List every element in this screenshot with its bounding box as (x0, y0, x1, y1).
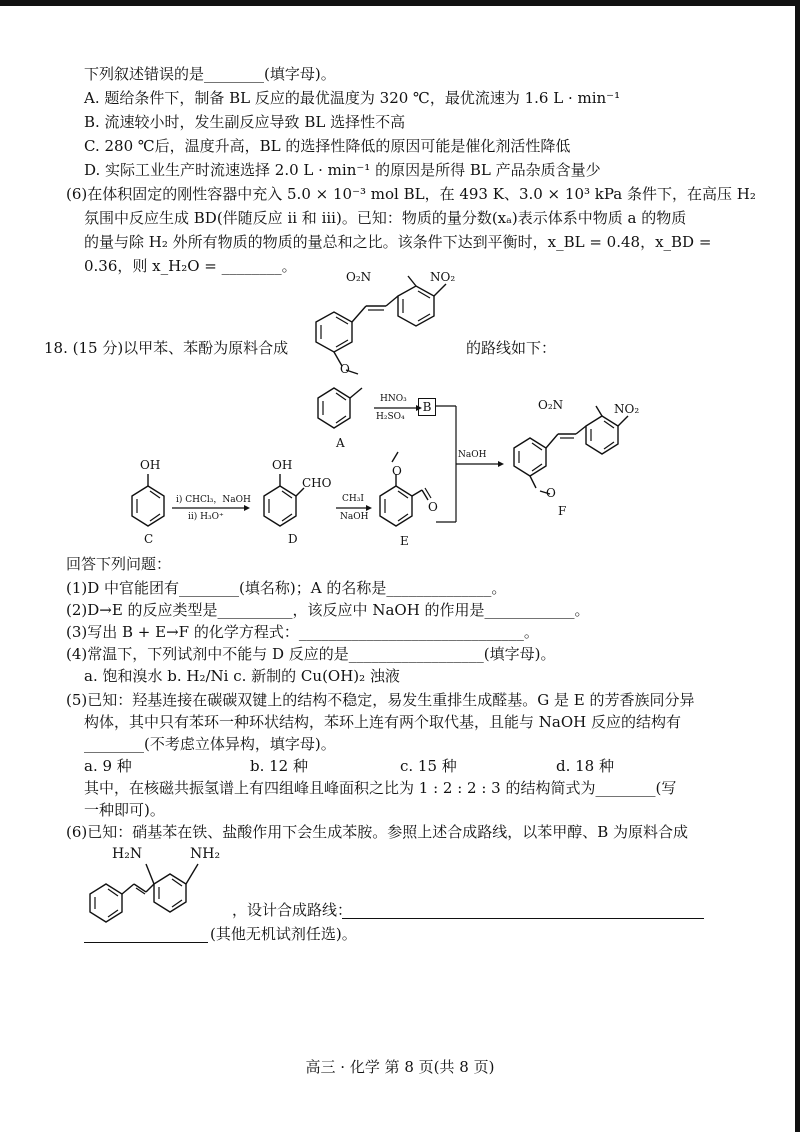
q17-option-d: D. 实际工业生产时流速选择 2.0 L · min⁻¹ 的原因是所得 BL 产品杂质含量少 (84, 161, 601, 179)
q18-part5-line4: 其中，在核磁共振氢谱上有四组峰且峰面积之比为 1 : 2 : 2 : 3 的结构简式为________(写 (84, 779, 677, 797)
reagent-ab-bottom: H₂SO₄ (376, 412, 405, 422)
arrow-c-to-d (172, 504, 250, 512)
q17-part6-line1: (6)在体积固定的刚性容器中充入 5.0 × 10⁻³ mol BL，在 493 K、3.0 × 10³ kPa 条件下，在高压 H₂ (66, 185, 756, 203)
label-f: F (558, 504, 567, 518)
q18-part1: (1)D 中官能团有________(填名称)；A 的名称是______________。 (66, 579, 507, 597)
q18-part4-options: a. 饱和溴水 b. H₂/Ni c. 新制的 Cu(OH)₂ 浊液 (84, 667, 400, 685)
page-right-border (795, 0, 800, 1132)
compound-d-salicylaldehyde (254, 456, 334, 540)
q17-option-a: A. 题给条件下，制备 BL 反应的最优温度为 320 ℃，最优流速为 1.6 L · min⁻¹ (84, 89, 621, 107)
q17-part6-line3: 的量与除 H₂ 外所有物质的物质的量总和之比。该条件下达到平衡时，x_BL = 0.48，x_BD = (84, 233, 712, 251)
reagent-cd-top: i) CHCl₃，NaOH (176, 495, 251, 505)
q18-part5-line2: 构体，其中只有苯环一种环状结构，苯环上连有两个取代基，且能与 NaOH 反应的结构有 (84, 713, 681, 731)
part6-answer-blank-1 (342, 902, 704, 919)
compound-e-structure (370, 448, 450, 542)
e-o-label: O (392, 464, 402, 478)
q18-part5-option-d: d. 18 种 (556, 757, 614, 775)
q18-part6-line3: (其他无机试剂任选)。 (210, 925, 357, 943)
part6-nh2-left-label: H₂N (112, 846, 143, 862)
f-no2-left-label: O₂N (538, 398, 564, 412)
q18-part4: (4)常温下，下列试剂中不能与 D 反应的是__________________(填字母)。 (66, 645, 556, 663)
reagent-be-f: NaOH (458, 450, 487, 460)
f-methoxy-o-label: O (546, 486, 556, 500)
d-oh-label: OH (272, 458, 293, 472)
part6-nh2-right-label: NH₂ (190, 846, 221, 862)
reagent-de-bottom: NaOH (340, 512, 369, 522)
d-cho-label: CHO (302, 476, 332, 490)
part6-answer-blank-2 (84, 926, 208, 943)
label-d: D (288, 532, 298, 546)
q18-part6-line2: ，设计合成路线： (232, 901, 353, 919)
target-methoxy-o-label: O (340, 362, 350, 376)
arrow-a-to-b (374, 404, 422, 412)
q18-part5-option-a: a. 9 种 (84, 757, 132, 775)
q18-intro-start: 18. (15 分)以甲苯、苯酚为原料合成 (44, 339, 289, 357)
q17-option-c: C. 280 ℃后，温度升高，BL 的选择性降低的原因可能是催化剂活性降低 (84, 137, 571, 155)
box-b: B (418, 398, 436, 416)
c-oh-label: OH (140, 458, 161, 472)
q18-intro-end: 的路线如下： (466, 339, 557, 357)
arrow-d-to-e (336, 504, 372, 512)
q18-answer-intro: 回答下列问题： (66, 555, 172, 573)
target-no2-right-label: NO₂ (430, 270, 456, 284)
page-top-border (0, 0, 800, 6)
compound-f-structure (504, 398, 664, 512)
e-carbonyl-o-label: O (428, 500, 438, 514)
q18-part5-line3: ________(不考虑立体异构，填字母)。 (84, 735, 336, 753)
q17-stem: 下列叙述错误的是________(填字母)。 (84, 65, 336, 83)
q18-part5-option-b: b. 12 种 (250, 757, 308, 775)
compound-a-toluene (306, 376, 366, 440)
label-a: A (336, 436, 345, 450)
q17-option-b: B. 流速较小时，发生副反应导致 BL 选择性不高 (84, 113, 406, 131)
q18-part5-option-c: c. 15 种 (400, 757, 457, 775)
reagent-cd-bottom: ii) H₃O⁺ (188, 512, 224, 522)
q18-part2: (2)D→E 的反应类型是__________，该反应中 NaOH 的作用是____________。 (66, 601, 590, 619)
reagent-ab-top: HNO₃ (380, 394, 407, 404)
reagent-de-top: CH₃I (342, 494, 364, 504)
f-no2-right-label: NO₂ (614, 402, 640, 416)
label-e: E (400, 534, 409, 548)
q18-part6-line1: (6)已知：硝基苯在铁、盐酸作用下会生成苯胺。参照上述合成路线，以苯甲醇、B 为原料合成 (66, 823, 689, 841)
q17-part6-line2: 氛围中反应生成 BD(伴随反应 ii 和 iii)。已知：物质的量分数(xₐ)表示体系中物质 a 的物质 (84, 209, 687, 227)
q18-part5-line1: (5)已知：羟基连接在碳碳双键上的结构不稳定，易发生重排生成醛基。G 是 E 的芳香族同分异 (66, 691, 695, 709)
q18-part5-line5: 一种即可)。 (84, 801, 165, 819)
label-c: C (144, 532, 154, 546)
page-footer: 高三 · 化学 第 8 页(共 8 页) (305, 1058, 495, 1076)
q17-part6-line4: 0.36，则 x_H₂O = ________。 (84, 257, 297, 275)
q18-part3: (3)写出 B + E→F 的化学方程式：______________________________。 (66, 623, 539, 641)
target-no2-left-label: O₂N (346, 270, 372, 284)
